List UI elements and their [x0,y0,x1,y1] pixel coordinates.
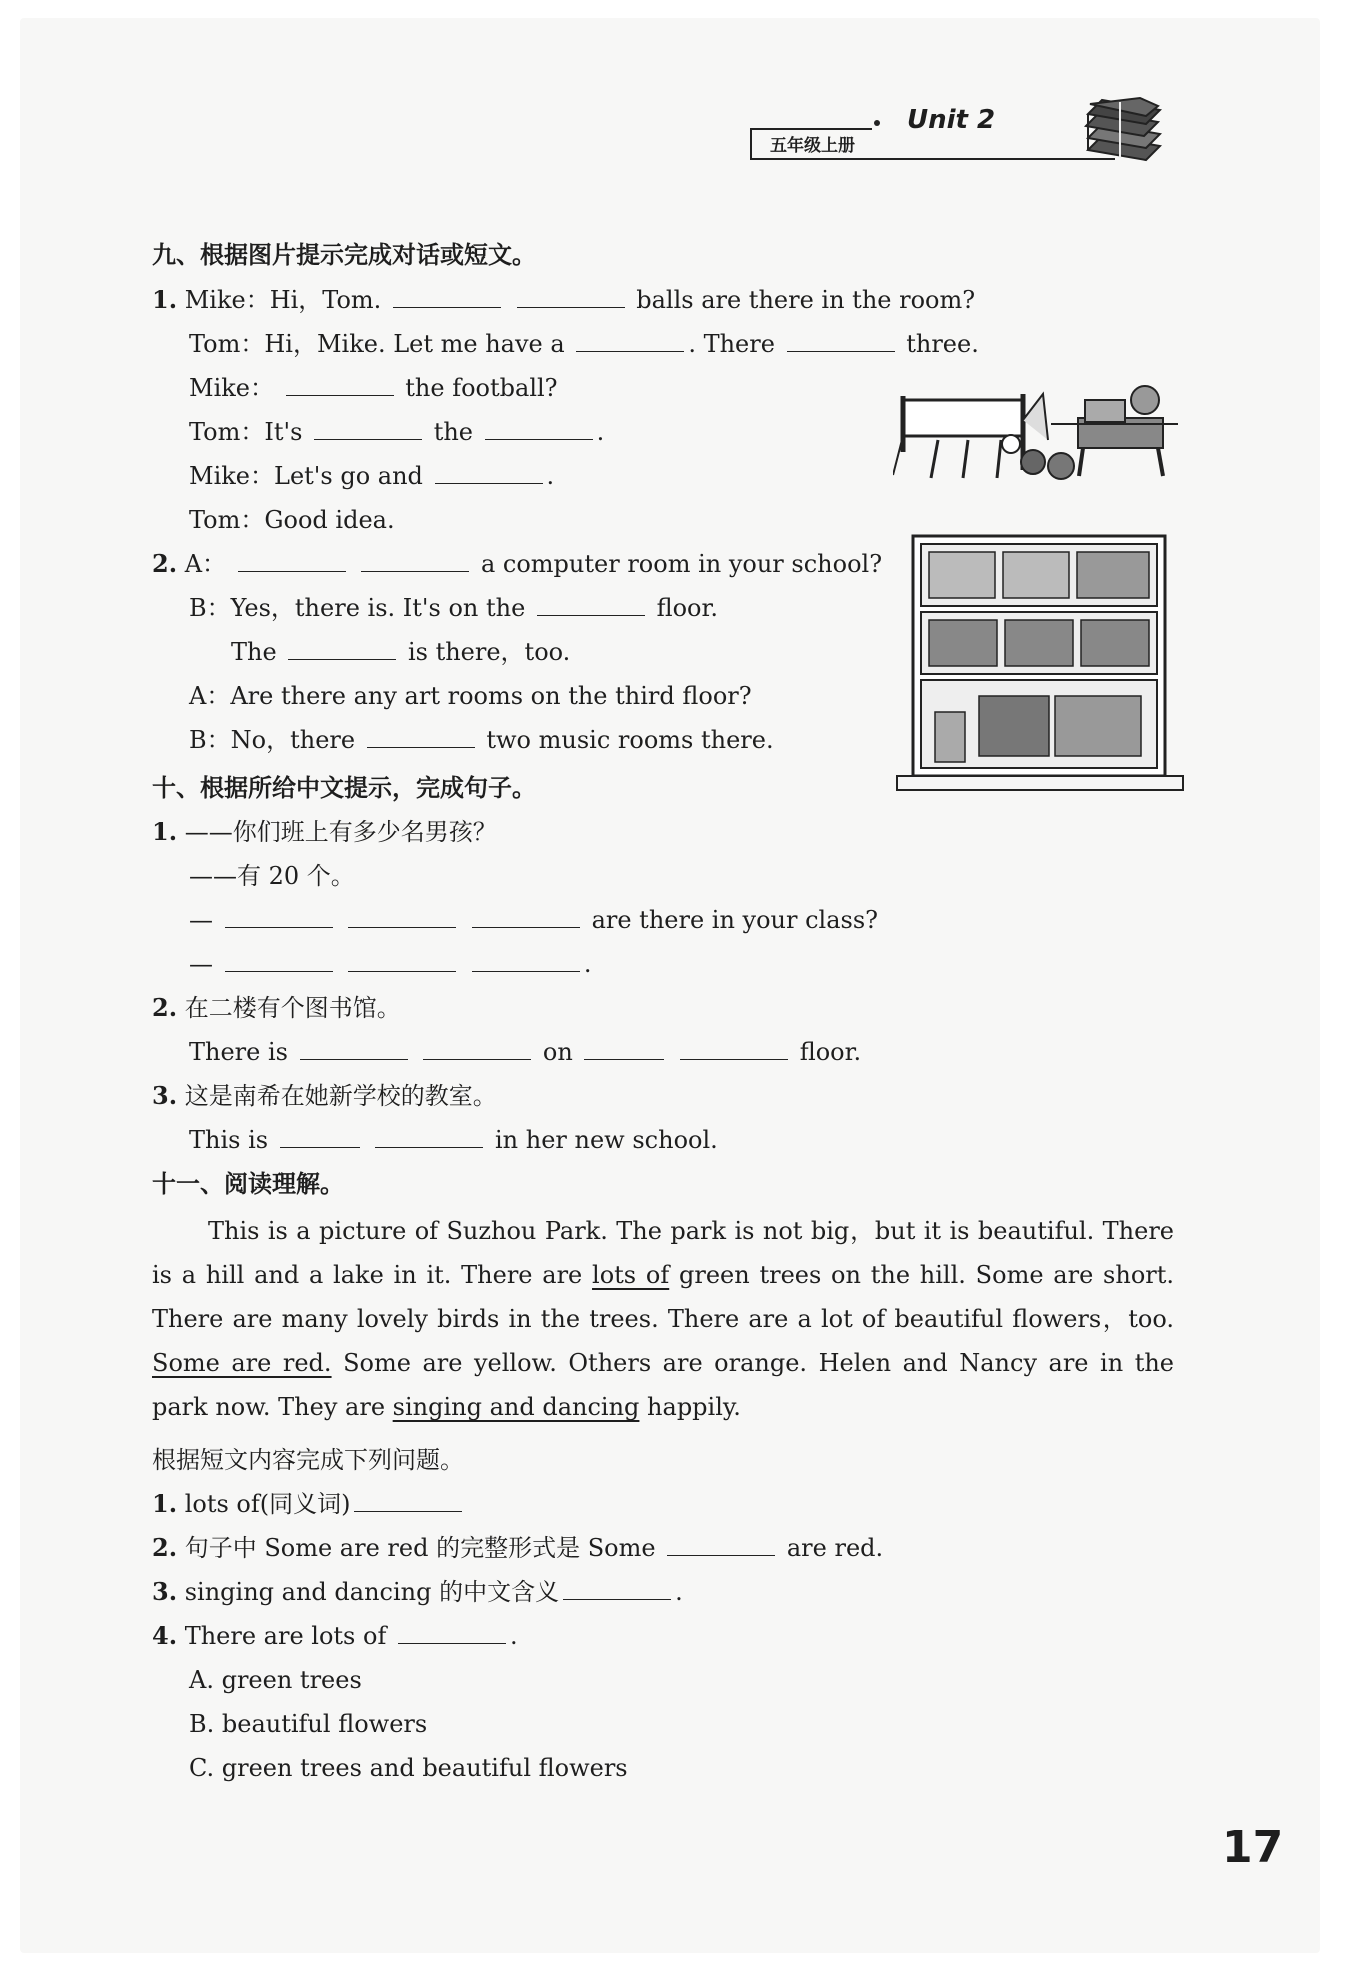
underlined-phrase: Some are red. [152,1349,332,1377]
question-text: . [509,1622,518,1650]
s11-q1 [152,1489,466,1519]
s9-q1-line2 [189,329,979,359]
s10-q3-cn [152,1081,497,1111]
answer-blank[interactable] [393,285,501,308]
passage-text: happily. [639,1393,741,1421]
question-text: There are lots of [184,1622,387,1650]
s9-q2-line3 [231,637,570,667]
answer-blank[interactable] [398,1621,506,1644]
answer-blank[interactable] [537,593,645,616]
speaker: Tom： [189,418,265,446]
dash: — [189,906,213,934]
answer-blank[interactable] [563,1577,671,1600]
dash: — [189,950,213,978]
answer-blank[interactable] [367,725,475,748]
dialogue-text: It's [264,418,303,446]
answer-blank[interactable] [348,905,456,928]
question-number: 2. [152,549,178,578]
dialogue-text: Let's go and [274,462,423,490]
s9-q2-line4 [189,681,752,711]
answer-blank[interactable] [225,949,333,972]
question-number: 3. [152,1577,178,1606]
passage-text: Some are yellow. Others are orange. Helen and Nancy are in the park now. They are [152,1349,1174,1421]
speaker: B： [189,726,231,754]
passage-text: green trees on the hill. Some are short. There are many lovely birds in the trees. There are a lot of beautiful flowers，too. [152,1261,1175,1333]
answer-blank[interactable] [576,329,684,352]
dialogue-text: floor. [656,594,718,622]
s10-q1-line1 [189,905,878,935]
passage-text: This is a picture of Suzhou Park. The park is not big，but it is beautiful. There is a hill and a lake in it. There are [152,1217,1174,1289]
question-text: . [675,1578,683,1606]
sentence-text: are there in your class? [591,906,879,934]
question-number: 4. [152,1621,178,1650]
section10-heading: 十、根据所给中文提示，完成句子。 [152,774,536,802]
answer-blank[interactable] [300,1037,408,1060]
dialogue-text: Hi，Mike. Let me have a [264,330,565,358]
dialogue-text: a computer room in your school? [480,550,883,578]
page-number: 17 [1222,1822,1284,1873]
question-number: 2. [152,993,178,1022]
answer-blank[interactable] [354,1489,462,1512]
answer-blank[interactable] [288,637,396,660]
answer-blank[interactable] [375,1125,483,1148]
answer-blank[interactable] [280,1125,360,1148]
s9-q1-line1 [152,285,975,315]
answer-blank[interactable] [485,417,593,440]
reading-instruction: 根据短文内容完成下列问题。 [152,1446,464,1474]
speaker: Mike： [184,286,270,314]
speaker: Mike： [189,374,274,402]
dialogue-text: is there，too. [407,638,571,666]
s10-q3-line [189,1125,718,1155]
question-text: are red. [786,1534,884,1562]
s9-q1-line3 [189,373,558,403]
answer-blank[interactable] [361,549,469,572]
s11-q2 [152,1533,883,1563]
question-number: 2. [152,1533,178,1562]
s10-q1-cn2: ——有 20 个。 [189,862,355,890]
dialogue-text: balls are there in the room? [636,286,976,314]
s10-q1-cn1 [152,817,497,847]
option-c[interactable]: C. green trees and beautiful flowers [189,1754,628,1782]
chinese-prompt: 在二楼有个图书馆。 [184,994,401,1022]
question-text: 句子中 Some are red 的完整形式是 Some [184,1534,656,1562]
answer-blank[interactable] [667,1533,775,1556]
underlined-phrase: lots of [592,1261,670,1289]
question-text: lots of(同义词) [184,1490,351,1518]
section11-heading: 十一、阅读理解。 [152,1170,344,1198]
dialogue-text: . There [688,330,775,358]
answer-blank[interactable] [225,905,333,928]
answer-blank[interactable] [238,549,346,572]
dialogue-text: Hi，Tom. [269,286,382,314]
answer-blank[interactable] [348,949,456,972]
speaker: A： [189,682,231,710]
s10-q2-line [189,1037,861,1067]
s9-q2-line5 [189,725,774,755]
speaker: B： [189,594,231,622]
answer-blank[interactable] [787,329,895,352]
s11-q4 [152,1621,518,1651]
reading-passage [152,1209,1174,1429]
speaker: Tom： [189,330,265,358]
sentence-text: This is [189,1126,269,1154]
dialogue-text: two music rooms there. [486,726,774,754]
dialogue-text: Good idea. [264,506,395,534]
dialogue-text: the football? [405,374,558,402]
speaker: A： [184,550,227,578]
dialogue-text: The [231,638,277,666]
header-rule [750,158,1115,160]
answer-blank[interactable] [680,1037,788,1060]
s9-q2-line1 [152,549,882,579]
dialogue-text: three. [906,330,979,358]
speaker: Mike： [189,462,274,490]
answer-blank[interactable] [472,905,580,928]
answer-blank[interactable] [472,949,580,972]
header-dot [874,120,880,126]
option-b[interactable]: B. beautiful flowers [189,1710,428,1738]
dialogue-text: No，there [230,726,356,754]
dialogue-text: Yes，there is. It's on the [230,594,526,622]
speaker: Tom： [189,506,265,534]
bedroom-picture [893,380,1178,485]
question-number: 1. [152,817,178,846]
chinese-prompt: 这是南希在她新学校的教室。 [184,1082,497,1110]
s9-q1-line5 [189,461,554,491]
answer-blank[interactable] [286,373,394,396]
books-icon [1080,88,1162,164]
dialogue-text: . [596,418,605,446]
answer-blank[interactable] [423,1037,531,1060]
sentence-text: on [542,1038,573,1066]
sentence-text: . [583,950,592,978]
answer-blank[interactable] [517,285,625,308]
answer-blank[interactable] [435,461,543,484]
s10-q2-cn [152,993,401,1023]
dialogue-text: . [546,462,555,490]
section9-heading: 九、根据图片提示完成对话或短文。 [152,241,536,269]
s9-q1-line4 [189,417,604,447]
sentence-text: There is [189,1038,288,1066]
dialogue-text: the [433,418,473,446]
sentence-text: floor. [799,1038,862,1066]
s10-q1-line2 [189,949,592,979]
s9-q2-line2 [189,593,718,623]
unit-title: Unit 2 [907,105,996,135]
dialogue-text: Are there any art rooms on the third floor? [230,682,752,710]
grade-label: 五年级上册 [750,128,872,160]
chinese-prompt: ——你们班上有多少名男孩？ [184,818,497,846]
question-number: 1. [152,285,178,314]
page-header [750,100,1170,170]
question-number: 1. [152,1489,178,1518]
question-number: 3. [152,1081,178,1110]
s11-q3 [152,1577,683,1607]
answer-blank[interactable] [314,417,422,440]
s9-q1-line6 [189,505,395,535]
sentence-text: in her new school. [495,1126,718,1154]
school-building-picture [895,532,1185,794]
answer-blank[interactable] [584,1037,664,1060]
underlined-phrase: singing and dancing [392,1393,640,1421]
option-a[interactable]: A. green trees [189,1666,362,1694]
question-text: singing and dancing 的中文含义 [184,1578,560,1606]
